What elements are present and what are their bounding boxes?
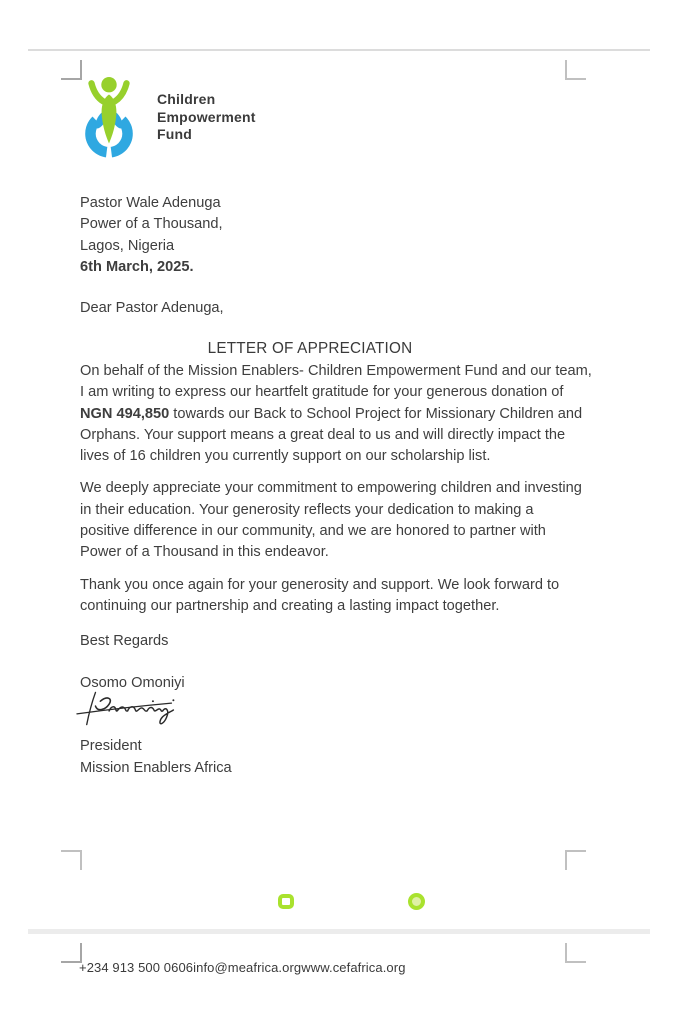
letter-title: LETTER OF APPRECIATION: [207, 340, 413, 357]
signer-role-block: [80, 735, 232, 779]
footer-website: www.cefafrica.org: [301, 960, 406, 975]
footer-phone: +234 913 500 0606: [79, 960, 194, 975]
org-name-line: Fund: [157, 126, 193, 142]
recipient-name: Pastor Wale Adenuga: [80, 195, 221, 211]
signer-role: President: [80, 738, 142, 754]
page-top-divider: [28, 49, 650, 51]
letter-body: [80, 361, 592, 617]
crop-mark-top-right: [565, 60, 586, 80]
paragraph: We deeply appreciate your commitment to empowering children and investing in their education. Your generosity reflects your dedication to making a positive difference in our community, and we are honored to partner with Power of a Thousand in this endeavor.: [80, 480, 582, 561]
recipient-org: Power of a Thousand,: [80, 216, 223, 233]
closing-regards: Best Regards: [80, 633, 169, 649]
message-icon: [278, 894, 294, 909]
letter-date: 6th March, 2025.: [80, 258, 194, 275]
org-logo: [74, 76, 256, 167]
recipient-location: Lagos, Nigeria: [80, 237, 175, 254]
org-name-line: Empowerment: [157, 108, 256, 125]
salutation: Dear Pastor Adenuga,: [80, 300, 224, 316]
org-name-line: Children: [157, 91, 216, 107]
signature-image: [76, 691, 188, 732]
signer-name: Osomo Omoniyi: [80, 675, 185, 691]
crop-mark-mid-left: [61, 850, 82, 870]
children-empowerment-fund-logo-icon: [74, 76, 144, 167]
footer-divider: [28, 929, 650, 934]
paragraph: On behalf of the Mission Enablers- Children Empowerment Fund and our team, I am writing to express our heartfelt gratitude for your generous donation of NGN 494,850 towards our Back to School Project for Missionary Children and Orphans. Your support means a great deal to us and will directly impact the lives of 16 children you currently support on our scholarship list.: [80, 363, 592, 465]
paragraph: Thank you once again for your generosity and support. We look forward to continuing our partnership and creating a lasting impact together.: [80, 576, 560, 614]
signer-org: Mission Enablers Africa: [80, 760, 232, 776]
globe-icon: [408, 893, 425, 910]
crop-mark-footer-right: [565, 943, 586, 963]
recipient-address: [80, 193, 223, 278]
footer-contact: [79, 960, 406, 975]
crop-mark-mid-right: [565, 850, 586, 870]
org-name: [157, 91, 256, 167]
footer-email: info@meafrica.org: [193, 960, 302, 975]
